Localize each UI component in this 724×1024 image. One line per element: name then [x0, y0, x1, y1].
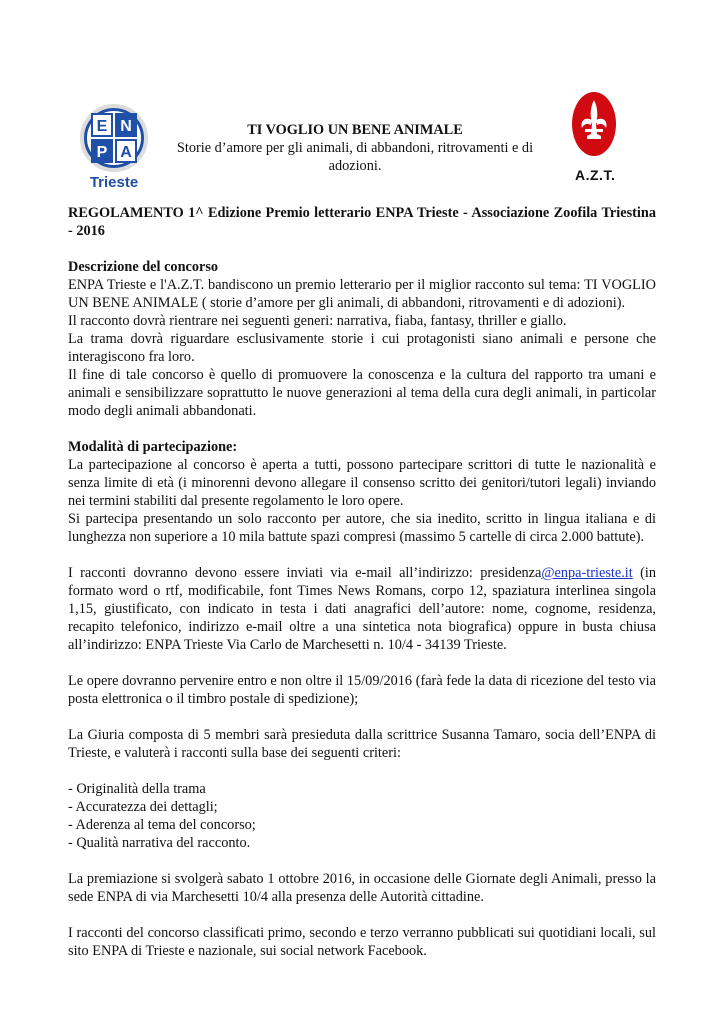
jury-paragraph: La Giuria composta di 5 membri sarà presieduta dalla scrittrice Susanna Tamaro, socia dell’ENPA di Trieste, e valuterà i racconti sulla base dei seguenti criteri:: [68, 727, 656, 761]
criteria-item: - Originalità della trama: [68, 781, 206, 797]
award-paragraph: La premiazione si svolgerà sabato 1 ottobre 2016, in occasione delle Giornate degli Animali, presso la sede ENPA di via Marchesetti 10/4 alla presenza delle Autorità cittadine.: [68, 871, 656, 905]
document-subtitle: Storie d’amore per gli animali, di abbandoni, ritrovamenti e di adozioni.: [176, 140, 534, 174]
descrizione-paragraph-1: ENPA Trieste e l'A.Z.T. bandiscono un premio letterario per il miglior racconto sul tema: TI VOGLIO UN BENE ANIMALE ( storie d’amore per gli animali, di abbandoni, ritrovamenti e di adozioni).: [68, 277, 656, 311]
modalita-heading: Modalità di partecipazione:: [68, 439, 238, 455]
email-link[interactable]: @enpa-trieste.it: [541, 565, 633, 581]
modalita-paragraph-1: La partecipazione al concorso è aperta a tutti, possono partecipare scrittori di tutte le nazionalità e senza limite di età (i minorenni devono allegare il consenso scritto dei genitori/tutori legali) inviando nei termini stabiliti dal presente regolamento le loro opere.: [68, 457, 656, 509]
modalita-paragraph-2: Si partecipa presentando un solo racconto per autore, che sia inedito, scritto in lingua italiana e di lunghezza non superiore a 10 mila battute spazi compresi (massimo 5 cartelle di circa 2.000 battute).: [68, 511, 656, 545]
enpa-letter-p: P: [96, 144, 108, 161]
modalita-paragraph-3: [68, 564, 656, 654]
criteria-item: - Aderenza al tema del concorso;: [68, 817, 256, 833]
enpa-letter-a: A: [120, 144, 132, 161]
submission-text-start: I racconti dovranno devono essere inviati via e-mail all’indirizzo: presidenza: [68, 565, 542, 581]
azt-label: A.Z.T.: [575, 167, 616, 183]
descrizione-paragraph-3: La trama dovrà riguardare esclusivamente storie i cui protagonisti siano animali e persone che interagiscono fra loro.: [68, 331, 656, 365]
publication-paragraph: I racconti del concorso classificati primo, secondo e terzo verranno pubblicati sui quotidiani locali, sul sito ENPA di Trieste e nazionale, sui social network Facebook.: [68, 925, 656, 959]
azt-logo: [570, 90, 618, 158]
descrizione-paragraph-4: Il fine di tale concorso è quello di promuovere la conoscenza e la cultura del rapporto tra umani e animali e sensibilizzare soprattutto le nuove generazioni al tema della cura degli animali, in particolar modo degli animali abbandonati.: [68, 367, 656, 419]
document-title: TI VOGLIO UN BENE ANIMALE: [247, 122, 463, 138]
deadline-paragraph: Le opere dovranno pervenire entro e non oltre il 15/09/2016 (farà fede la data di ricezione del testo via posta elettronica o il timbro postale di spedizione);: [68, 673, 656, 707]
document-body: [68, 204, 656, 960]
enpa-logo: [80, 104, 148, 190]
submission-text-end: (in formato word o rtf, modificabile, font Times News Romans, corpo 12, spaziatura interlinea singola 1,15, giustificato, con indicato in testa i dati anagrafici dell’autore: nome, cognome, residenza, recapito telefonico, indirizzo e-mail oltre a una sintetica nota biografica) oppure in busta chiusa all’indirizzo: ENPA Trieste Via Carlo de Marchesetti n. 10/4 - 34139 Trieste.: [68, 565, 656, 653]
enpa-letter-e: E: [96, 118, 108, 135]
descrizione-heading: Descrizione del concorso: [68, 259, 219, 275]
title-block: [160, 121, 550, 175]
regolamento-heading: REGOLAMENTO 1^ Edizione Premio letterario ENPA Trieste - Associazione Zoofila Triestina - 2016: [68, 205, 656, 239]
criteria-item: - Accuratezza dei dettagli;: [68, 799, 218, 815]
descrizione-paragraph-2: Il racconto dovrà rientrare nei seguenti generi: narrativa, fiaba, fantasy, thriller e giallo.: [68, 313, 567, 329]
enpa-caption: Trieste: [89, 174, 139, 190]
enpa-letter-n: N: [120, 118, 132, 135]
criteria-item: - Qualità narrativa del racconto.: [68, 835, 251, 851]
